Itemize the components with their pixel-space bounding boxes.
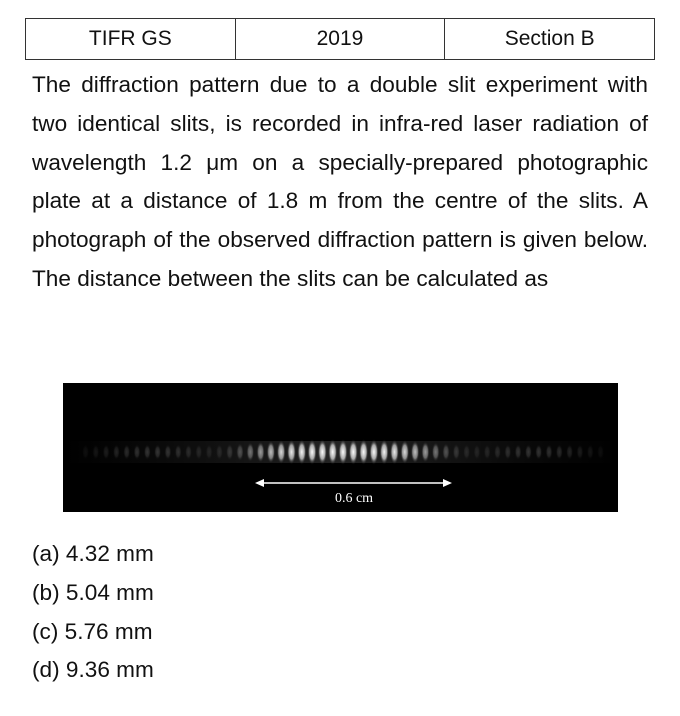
header-table xyxy=(25,18,655,60)
fringe xyxy=(246,442,254,462)
fringe xyxy=(133,444,140,460)
diffraction-photograph xyxy=(63,383,618,512)
diffraction-pattern-svg xyxy=(63,383,618,512)
fringe xyxy=(587,444,594,460)
fringe xyxy=(328,439,338,465)
fringe xyxy=(103,444,110,460)
fringe xyxy=(379,439,389,465)
fringe xyxy=(338,439,348,465)
fringe xyxy=(277,440,286,464)
fringe xyxy=(494,444,501,460)
fringe xyxy=(175,444,182,460)
option-d-text: 9.36 mm xyxy=(65,657,154,683)
fringe xyxy=(256,441,265,463)
fringe xyxy=(369,439,379,465)
fringe xyxy=(349,439,359,465)
option-a[interactable] xyxy=(32,535,154,574)
fringe xyxy=(164,444,171,460)
question-body: The diffraction pattern due to a double slit experiment with two identical slits, is recorded in infra-red laser radiation of wavelength 1.2 μm on a specially-prepared photographic plate at a distance of 1.8 m from the centre of the slits. A photograph of the observed diffraction pattern is given below. The distance between the slits can be calculated as xyxy=(32,72,648,291)
fringe xyxy=(359,439,369,465)
fringe xyxy=(266,440,275,463)
fringe xyxy=(113,444,120,460)
fringe xyxy=(484,444,491,460)
scale-arrow-left-head xyxy=(255,479,264,487)
fringe xyxy=(566,444,573,460)
header-row xyxy=(26,19,655,60)
fringe xyxy=(463,444,470,461)
fringe xyxy=(576,444,583,460)
question-text xyxy=(32,66,648,299)
fringe xyxy=(556,444,563,460)
fringe xyxy=(515,444,522,460)
fringe xyxy=(82,444,89,460)
fringe xyxy=(216,444,223,461)
scale-arrow-right-head xyxy=(443,479,452,487)
fringe xyxy=(205,444,212,460)
fringe xyxy=(545,444,552,460)
fringe xyxy=(525,444,532,460)
option-b[interactable] xyxy=(32,574,154,613)
fringe xyxy=(123,444,130,460)
fringe xyxy=(597,444,604,460)
header-cell-year: 2019 xyxy=(235,19,445,60)
fringe xyxy=(307,439,317,465)
header-cell-exam: TIFR GS xyxy=(26,19,236,60)
option-c-text: 5.76 mm xyxy=(64,618,153,644)
fringe xyxy=(411,440,420,463)
fringe xyxy=(92,444,99,460)
fringe xyxy=(195,444,202,460)
option-a-text: 4.32 mm xyxy=(65,541,154,566)
option-c[interactable] xyxy=(32,613,154,652)
fringe xyxy=(400,440,409,464)
header-cell-section: Section B xyxy=(445,19,655,60)
fringe xyxy=(154,444,161,460)
option-b-label: (b) xyxy=(32,579,60,605)
fringe xyxy=(390,439,399,464)
option-d-label: (d) xyxy=(32,657,60,683)
fringe xyxy=(226,443,234,460)
scale-label: 0.6 cm xyxy=(334,491,374,506)
fringe xyxy=(535,444,542,460)
answer-options xyxy=(32,535,154,690)
fringe xyxy=(442,443,450,462)
fringe xyxy=(473,444,480,460)
option-b-text: 5.04 mm xyxy=(65,579,154,605)
fringe xyxy=(432,442,440,462)
fringe xyxy=(453,443,461,460)
fringe xyxy=(185,444,192,460)
option-a-label: (a) xyxy=(32,541,60,566)
fringe xyxy=(504,444,511,460)
fringe xyxy=(318,439,328,465)
fringe xyxy=(421,441,430,463)
option-d[interactable] xyxy=(32,651,154,690)
fringe xyxy=(236,443,244,462)
fringe xyxy=(287,439,296,464)
fringe xyxy=(297,439,307,465)
option-c-label: (c) xyxy=(32,618,59,644)
fringe xyxy=(144,444,151,460)
